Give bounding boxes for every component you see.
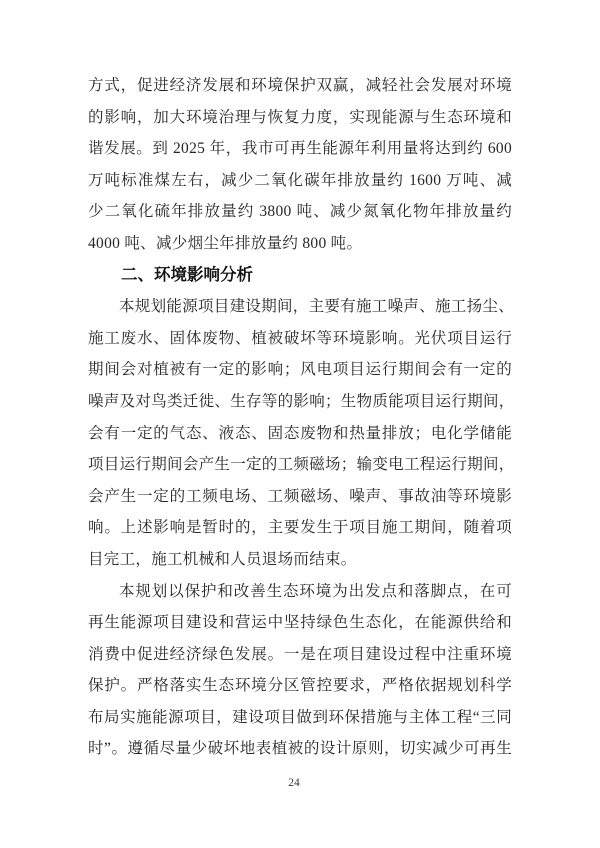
text-line: 方式，促进经济发展和环境保护双赢，减轻社会发展对环境 xyxy=(88,77,512,94)
text-line: 少二氧化硫年排放量约 3800 吨、减少氮氧化物年排放量约 xyxy=(88,203,512,221)
text-line: 消费中促进经济绿色发展。一是在项目建设过程中注重环境 xyxy=(88,645,512,663)
text-line: 保护。严格落实生态环境分区管控要求，严格依据规划科学 xyxy=(88,677,512,695)
text-line: 本规划能源项目建设期间，主要有施工噪声、施工扬尘、 xyxy=(119,298,515,316)
text-line: 再生能源项目建设和营运中坚持绿色生态化，在能源供给和 xyxy=(88,614,512,632)
text-line: 会有一定的气态、液态、固态废物和热量排放；电化学储能 xyxy=(88,424,512,442)
text-line: 的影响，加大环境治理与恢复力度，实现能源与生态环境和 xyxy=(88,108,512,126)
text-line: 时”。遵循尽量少破坏地表植被的设计原则，切实减少可再生 xyxy=(88,740,512,758)
text-line: 响。上述影响是暂时的，主要发生于项目施工期间，随着项 xyxy=(88,519,512,537)
text-line: 项目运行期间会产生一定的工频磁场；输变电工程运行期间， xyxy=(88,456,515,474)
text-line: 4000 吨、减少烟尘年排放量约 800 吨。 xyxy=(88,234,363,252)
page-number: 24 xyxy=(288,777,300,789)
text-line: 会产生一定的工频电场、工频磁场、噪声、事故油等环境影 xyxy=(88,487,512,505)
text-line: 目完工，施工机械和人员退场而结束。 xyxy=(88,550,357,568)
section-heading: 二、环境影响分析 xyxy=(121,265,253,284)
text-line: 谐发展。到 2025 年，我市可再生能源年利用量将达到约 600 xyxy=(88,140,512,158)
page-body-text xyxy=(88,70,515,765)
text-line: 噪声及对鸟类迁徙、生存等的影响；生物质能项目运行期间， xyxy=(88,392,515,410)
text-line: 施工废水、固体废物、植被破坏等环境影响。光伏项目运行 xyxy=(88,329,512,347)
text-line: 万吨标准煤左右，减少二氧化碳年排放量约 1600 万吨、减 xyxy=(88,171,512,189)
text-line: 布局实施能源项目，建设项目做到环保措施与主体工程“三同 xyxy=(88,708,512,726)
text-line: 期间会对植被有一定的影响；风电项目运行期间会有一定的 xyxy=(88,361,512,379)
text-line: 本规划以保护和改善生态环境为出发点和落脚点，在可 xyxy=(119,582,512,600)
